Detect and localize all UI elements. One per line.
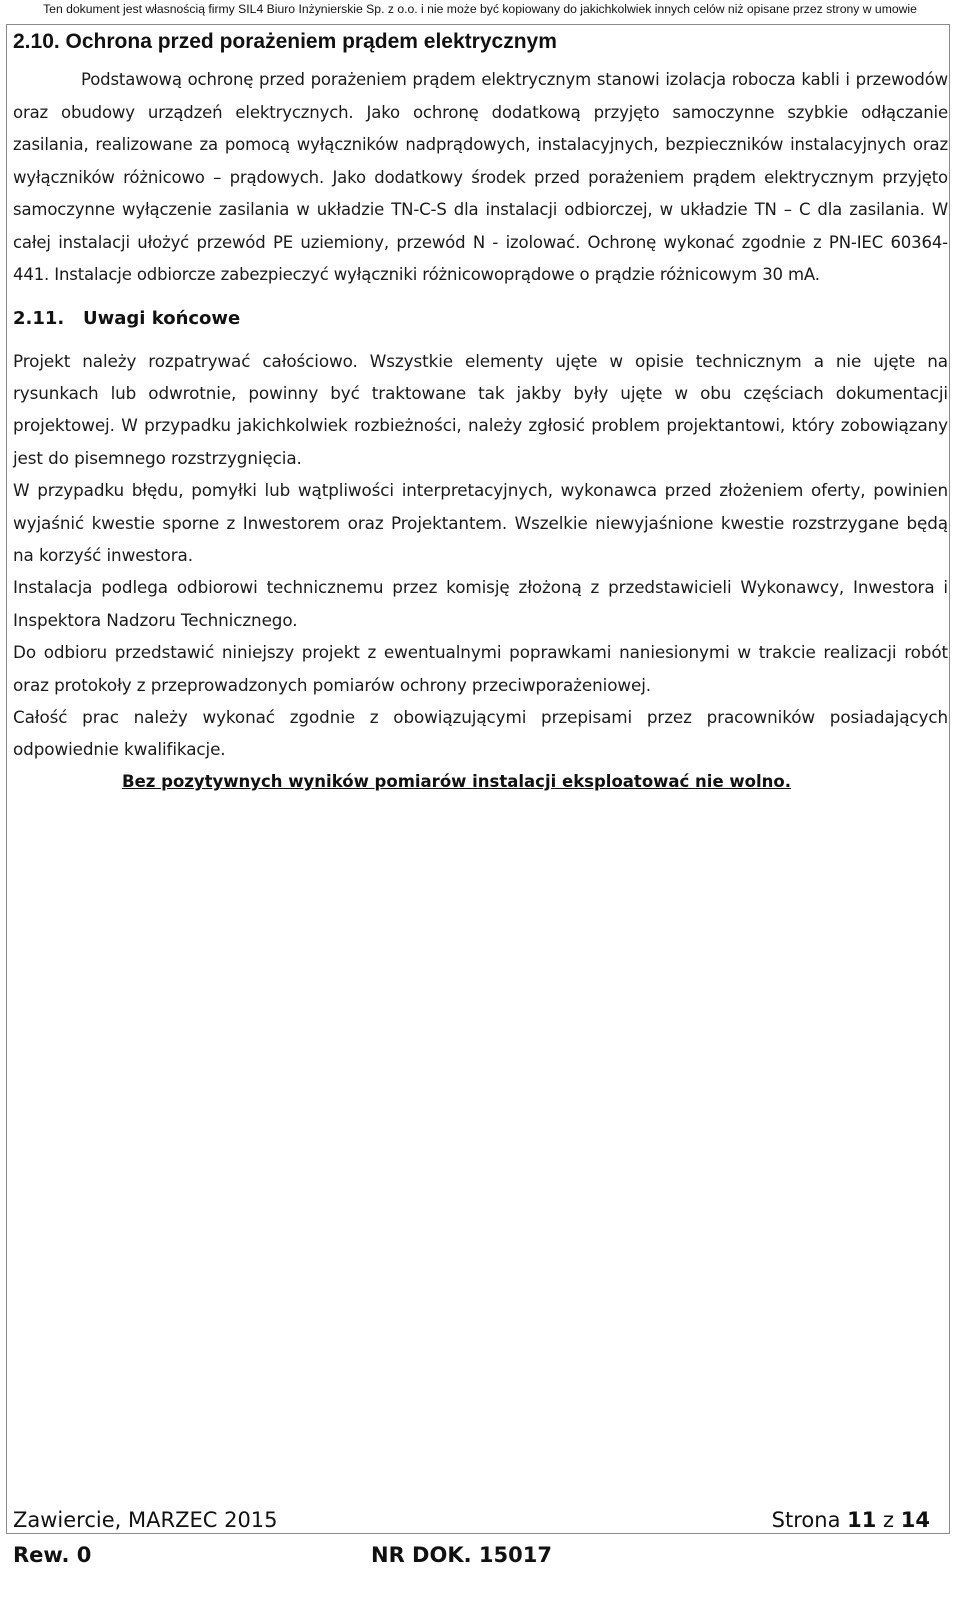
section-title: Uwagi końcowe [83,307,241,329]
final-remarks-paragraph-2: W przypadku błędu, pomyłki lub wątpliwości interpretacyjnych, wykonawca przed złożeniem oferty, powinien wyjaśnić kwestie sporne z Inwestorem oraz Projektantem. Wszelkie niewyjaśnione kwestie rozstrzygane będą na korzyść inwestora. [13,480,948,565]
footer-doc-number: NR DOK. 15017 [371,1543,552,1567]
footer-page-number [772,1508,930,1532]
page-label: Strona [771,1508,841,1532]
final-remarks-paragraph-5: Całość prac należy wykonać zgodnie z obowiązującymi przepisami przez pracowników posiadających odpowiednie kwalifikacje. [13,706,948,760]
footer-revision: Rew. 0 [13,1543,92,1567]
final-remarks-paragraph-1: Projekt należy rozpatrywać całościowo. Wszystkie elementy ujęte w opisie technicznym a nie ujęte na rysunkach lub odwrotnie, powinny być traktowane tak jakby były ujęte w obu częściach dokumentacji projektowej. W przypadku jakichkolwiek rozbieżności, należy zgłosić problem projektantowi, który zobowiązany jest do pisemnego rozstrzygnięcia. [13,350,948,468]
section-heading-2-11 [13,306,948,332]
page-total: 14 [900,1508,930,1532]
footer-row-1 [13,1508,930,1538]
document-body [13,28,948,798]
footer-place-date: Zawiercie, MARZEC 2015 [13,1508,278,1532]
protection-paragraph [13,64,948,292]
closing-statement: Bez pozytywnych wyników pomiarów instalacji eksploatować nie wolno. [122,771,791,791]
final-remarks-paragraph-3: Instalacja podlega odbiorowi technicznemu przez komisję złożoną z przedstawicieli Wykonawcy, Inwestora i Inspektora Nadzoru Technicznego. [13,577,948,630]
section-number: 2.11. [13,307,65,329]
page-separator: z [883,1508,895,1532]
confidentiality-notice: Ten dokument jest własnością firmy SIL4 Biuro Inżynierskie Sp. z o.o. i nie może być kopiowany do jakichkolwiek innych celów niż opisane przez strony w umowie [43,2,917,16]
protection-paragraph-text: Podstawową ochronę przed porażeniem prądem elektrycznym stanowi izolacja robocza kabli i przewodów oraz obudowy urządzeń elektrycznych. Jako ochronę dodatkową przyjęto samoczynne szybkie odłączanie zasilania, realizowane za pomocą wyłączników nadprądowych, instalacyjnych, bezpieczników instalacyjnych oraz wyłączników różnicowo – prądowych. Jako dodatkowy środek przed porażeniem prądem elektrycznym przyjęto samoczynne wyłączenie zasilania w układzie TN-C-S dla instalacji odbiorczej, w układzie TN – C dla zasilania. W całej instalacji ułożyć przewód PE uziemiony, przewód N - izolować. Ochronę wykonać zgodnie z PN-IEC 60364-441. Instalacje odbiorcze zabezpieczyć wyłączniki różnicowoprądowe o prądzie różnicowym 30 mA. [13,70,948,284]
page-current: 11 [847,1508,877,1532]
footer-row-2 [13,1543,930,1573]
final-remarks-paragraph-4: Do odbioru przedstawić niniejszy projekt z ewentualnymi poprawkami naniesionymi w trakcie realizacji robót oraz protokoły z przeprowadzonych pomiarów ochrony przeciwporażeniowej. [13,642,948,695]
section-heading-2-10: 2.10. Ochrona przed porażeniem prądem elektrycznym [13,30,557,53]
